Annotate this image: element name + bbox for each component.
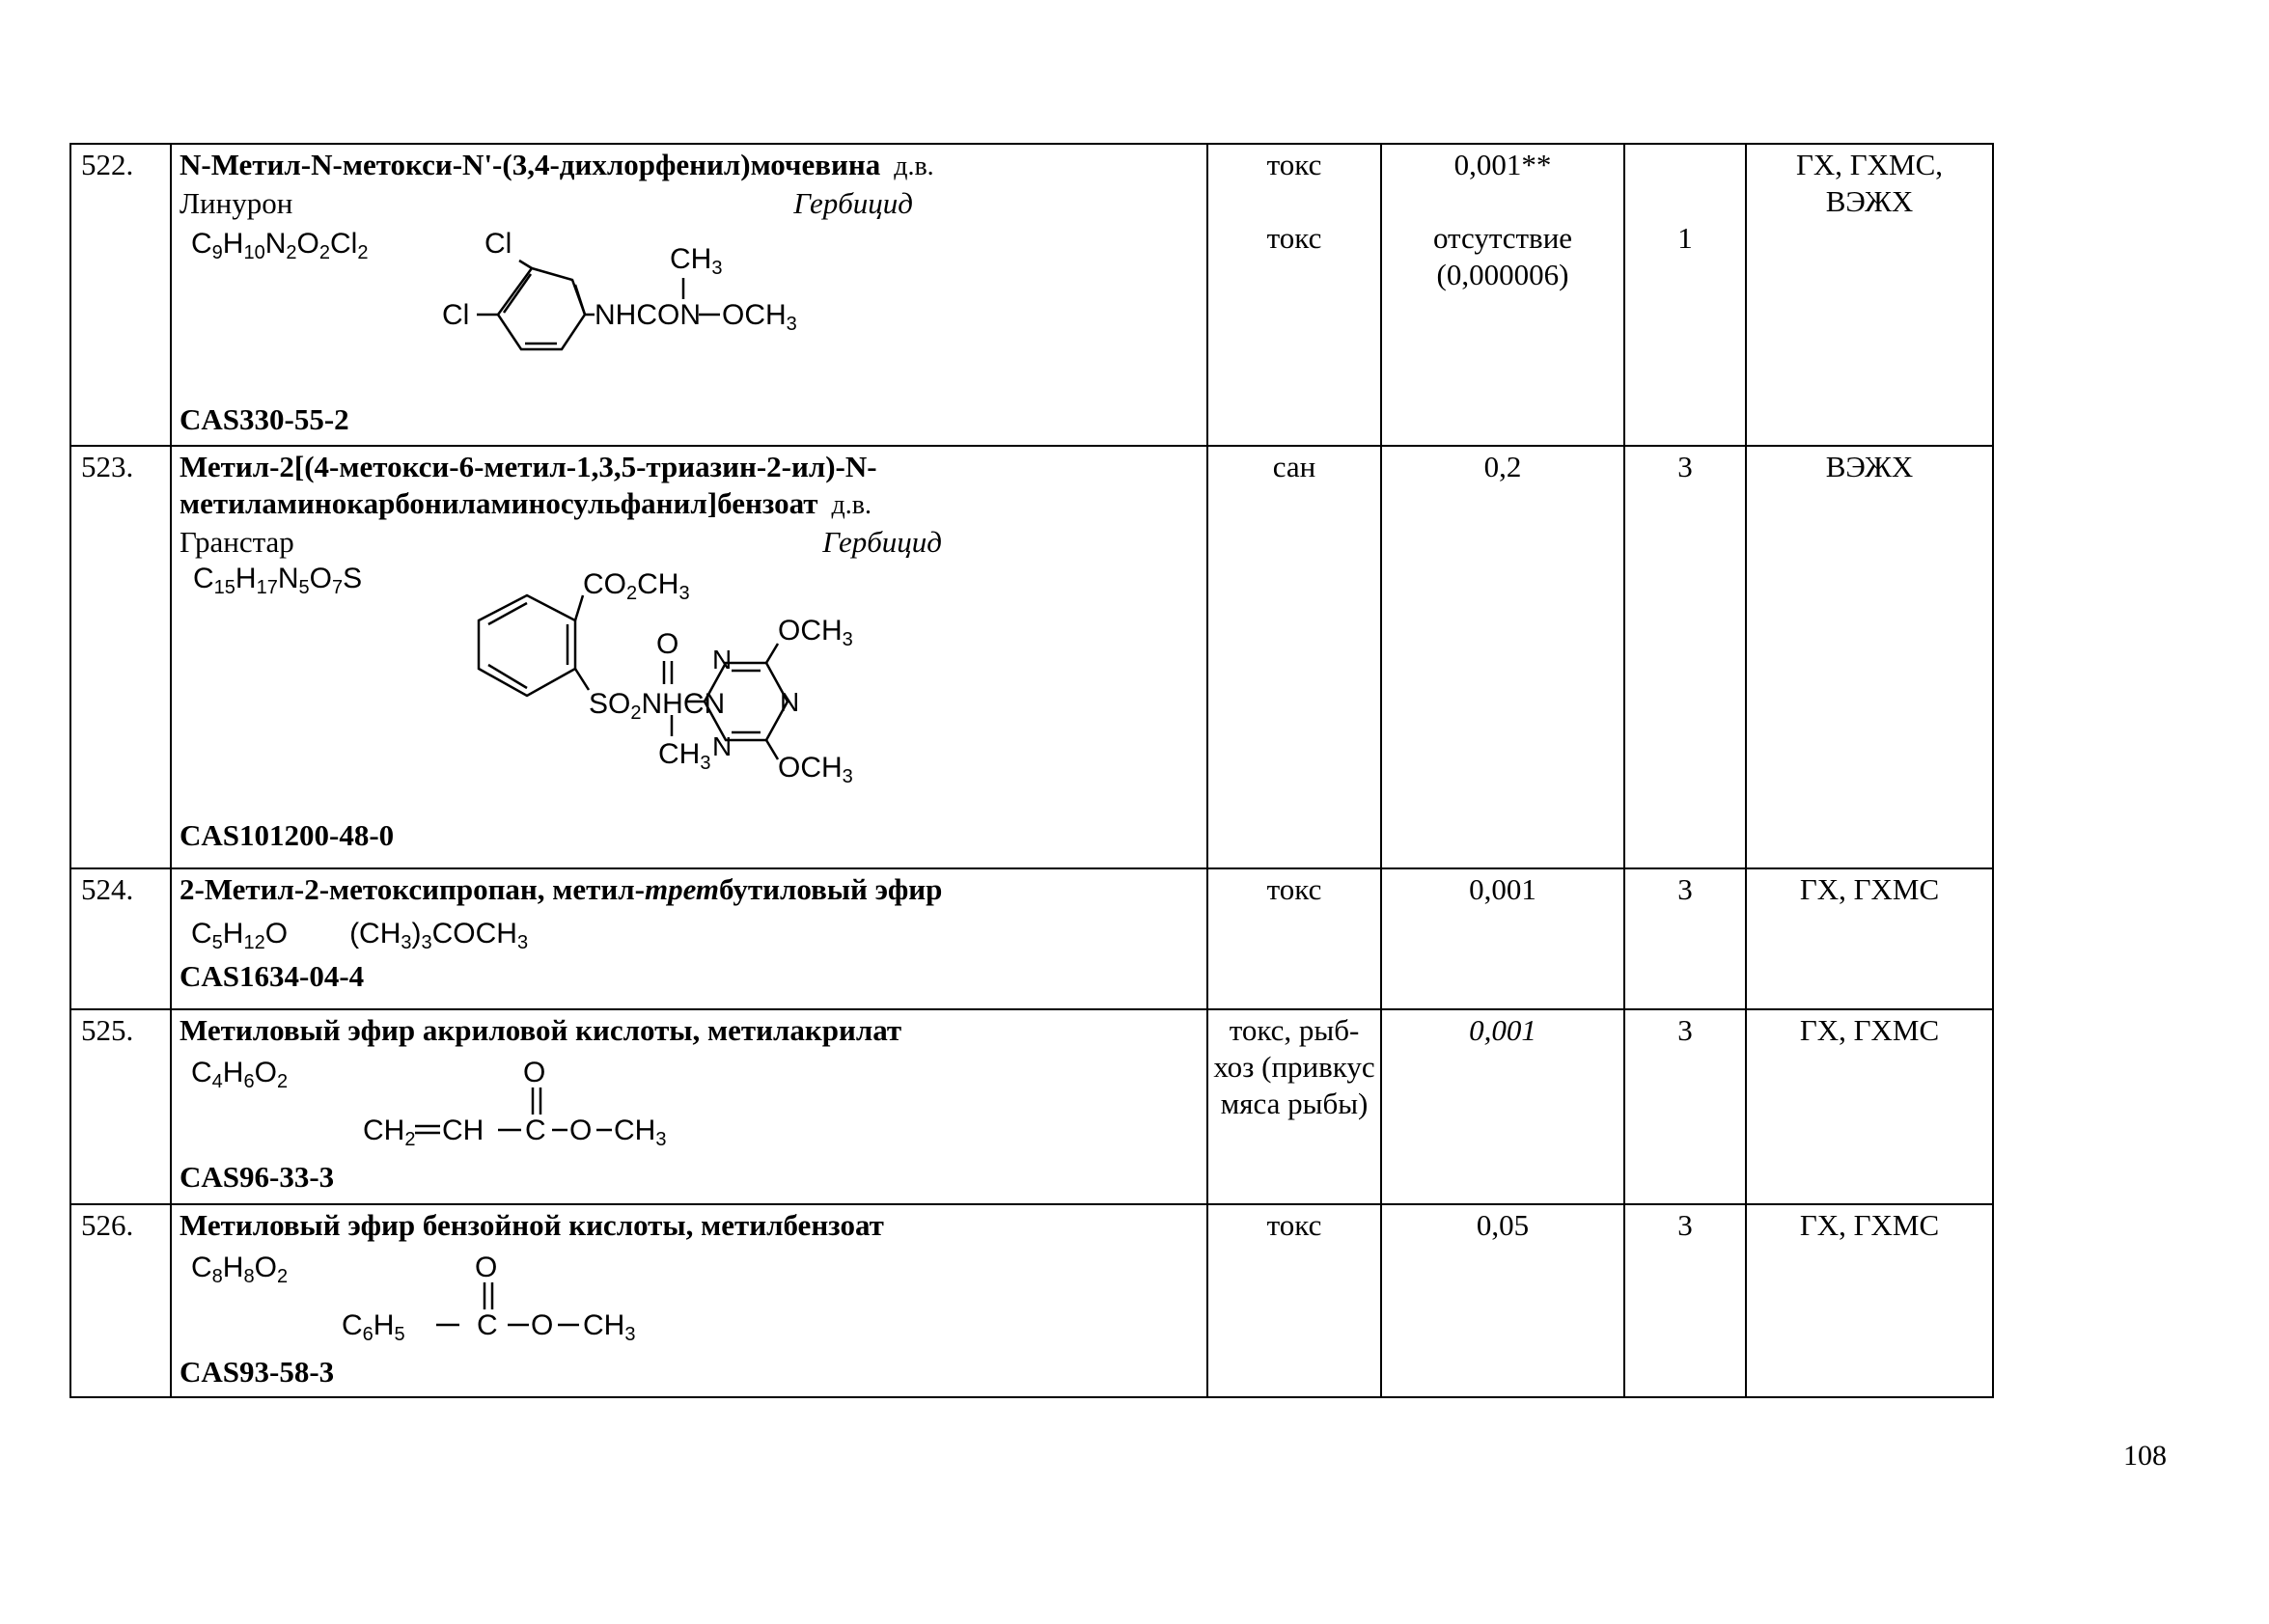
hazard-class: 3 — [1624, 868, 1746, 1009]
svg-text:N: N — [712, 731, 733, 761]
molecular-formula: $C_9H_{10}N_2O_2Cl_2$ — [191, 228, 369, 263]
hazard-class: 3 — [1624, 1009, 1746, 1204]
molecular-formula: $C_8H_8O_2$ — [191, 1252, 289, 1287]
structural-formula — [459, 561, 1038, 812]
hazard-class: 1 — [1624, 144, 1746, 446]
mpc-value: 0,001** отсутствие (0,000006) — [1381, 144, 1624, 446]
row-number: 524. — [70, 868, 171, 1009]
substance-name: 2-Метил-2-метоксипропан, метил-третбутиловый эфир — [180, 872, 943, 906]
table-row — [70, 144, 1993, 446]
structure-methyl-acrylate — [180, 1049, 1199, 1153]
svg-text:CH2: $CH_2$ — [363, 1115, 416, 1150]
svg-text:O: O — [531, 1309, 554, 1341]
structure-methyl-benzoate — [180, 1244, 1199, 1348]
analysis-method: ГХ, ГХМС — [1746, 1204, 1993, 1397]
svg-text:N: N — [712, 645, 733, 674]
svg-text:N: N — [780, 687, 800, 717]
trade-name: Гранстар — [180, 525, 294, 559]
cas-number: CAS330-55-2 — [180, 402, 349, 436]
mpc-value: 0,001 — [1381, 1009, 1624, 1204]
row-number: 522. — [70, 144, 171, 446]
active-substance-mark: д.в. — [831, 490, 872, 520]
substance-name: Метил-2[(4-метокси-6-метил-1,3,5-триазин-2-ил)-N-метиламинокарбониламиносульфанил]бензоат — [180, 450, 877, 520]
page-number: 108 — [2123, 1440, 2167, 1472]
table-row — [70, 1204, 1993, 1397]
hazard-indicator: токс — [1207, 1204, 1381, 1397]
table-row — [70, 1009, 1993, 1204]
mpc-value: 0,001 — [1381, 868, 1624, 1009]
svg-text:C: C — [477, 1309, 498, 1341]
hazard-indicator: токс, рыб-хоз (привкус мяса рыбы) — [1207, 1009, 1381, 1204]
svg-text:O: O — [656, 628, 679, 660]
svg-text:OCH3: $OCH_3$ — [778, 615, 853, 650]
structural-formula — [353, 1049, 739, 1153]
substance-cell — [171, 1009, 1207, 1204]
structural-formula — [324, 1244, 710, 1348]
substance-cell — [171, 144, 1207, 446]
structural-formula — [430, 222, 913, 396]
substance-cell — [171, 446, 1207, 868]
substance-name: Метиловый эфир бензойной кислоты, метилбензоат — [180, 1208, 884, 1242]
row-number: 526. — [70, 1204, 171, 1397]
svg-text:OCH3: $OCH_3$ — [778, 752, 853, 787]
substance-cell — [171, 868, 1207, 1009]
structure-linuron — [180, 222, 1199, 396]
row-number: 523. — [70, 446, 171, 868]
analysis-method: ГХ, ГХМС, ВЭЖХ — [1746, 144, 1993, 446]
svg-text:OCH3: $OCH_3$ — [722, 299, 797, 335]
svg-text:Cl: Cl — [484, 228, 512, 260]
pesticide-class: Гербицид — [822, 525, 942, 559]
svg-text:SO2NHCN: $SO_2NHCN$ — [589, 688, 726, 724]
svg-text:CH3: $CH_3$ — [658, 738, 711, 774]
substance-cell — [171, 1204, 1207, 1397]
svg-text:CO2CH3: $CO_2CH_3$ — [583, 568, 690, 604]
table-row — [70, 868, 1993, 1009]
pesticide-class: Гербицид — [793, 186, 913, 220]
active-substance-mark: д.в. — [894, 151, 934, 181]
substance-name: N-Метил-N-метокси-N'-(3,4-дихлорфенил)мочевина — [180, 148, 881, 181]
mpc-value: 0,2 — [1381, 446, 1624, 868]
cas-number: CAS1634-04-4 — [180, 959, 365, 993]
svg-text:O: O — [569, 1115, 593, 1146]
svg-text:CH3: $CH_3$ — [670, 243, 723, 279]
svg-text:O: O — [523, 1057, 546, 1088]
svg-text:O: O — [475, 1252, 498, 1283]
svg-text:C: C — [525, 1115, 546, 1146]
mpc-value: 0,05 — [1381, 1204, 1624, 1397]
cas-number: CAS101200-48-0 — [180, 818, 395, 852]
table-row — [70, 446, 1993, 868]
hazard-indicator: токс токс — [1207, 144, 1381, 446]
hazard-class: 3 — [1624, 446, 1746, 868]
molecular-formula: $C_5H_{12}O$ $(CH_3)_3COCH_3$ — [191, 918, 529, 953]
svg-text:CH: CH — [442, 1115, 484, 1146]
hazard-indicator: сан — [1207, 446, 1381, 868]
substance-table-page — [69, 143, 1992, 1398]
analysis-method: ГХ, ГХМС — [1746, 868, 1993, 1009]
analysis-method: ВЭЖХ — [1746, 446, 1993, 868]
substance-table — [69, 143, 1994, 1398]
row-number: 525. — [70, 1009, 171, 1204]
cas-number: CAS93-58-3 — [180, 1355, 335, 1389]
svg-text:Cl: Cl — [442, 299, 470, 331]
molecular-formula: $C_4H_6O_2$ — [191, 1057, 289, 1092]
molecular-formula: $C_{15}H_{17}N_5O_7S$ — [193, 563, 363, 598]
analysis-method: ГХ, ГХМС — [1746, 1009, 1993, 1204]
svg-text:CH3: $CH_3$ — [583, 1309, 636, 1345]
trade-name: Линурон — [180, 186, 293, 220]
substance-name: Метиловый эфир акриловой кислоты, метилакрилат — [180, 1013, 902, 1047]
svg-text:C6H5: $C_6H_5$ — [342, 1309, 405, 1345]
cas-number: CAS96-33-3 — [180, 1160, 335, 1194]
hazard-class: 3 — [1624, 1204, 1746, 1397]
hazard-indicator: токс — [1207, 868, 1381, 1009]
svg-text:CH3: $CH_3$ — [614, 1115, 667, 1150]
structure-granstar — [180, 561, 1199, 812]
svg-text:NHCON: NHCON — [595, 299, 701, 331]
